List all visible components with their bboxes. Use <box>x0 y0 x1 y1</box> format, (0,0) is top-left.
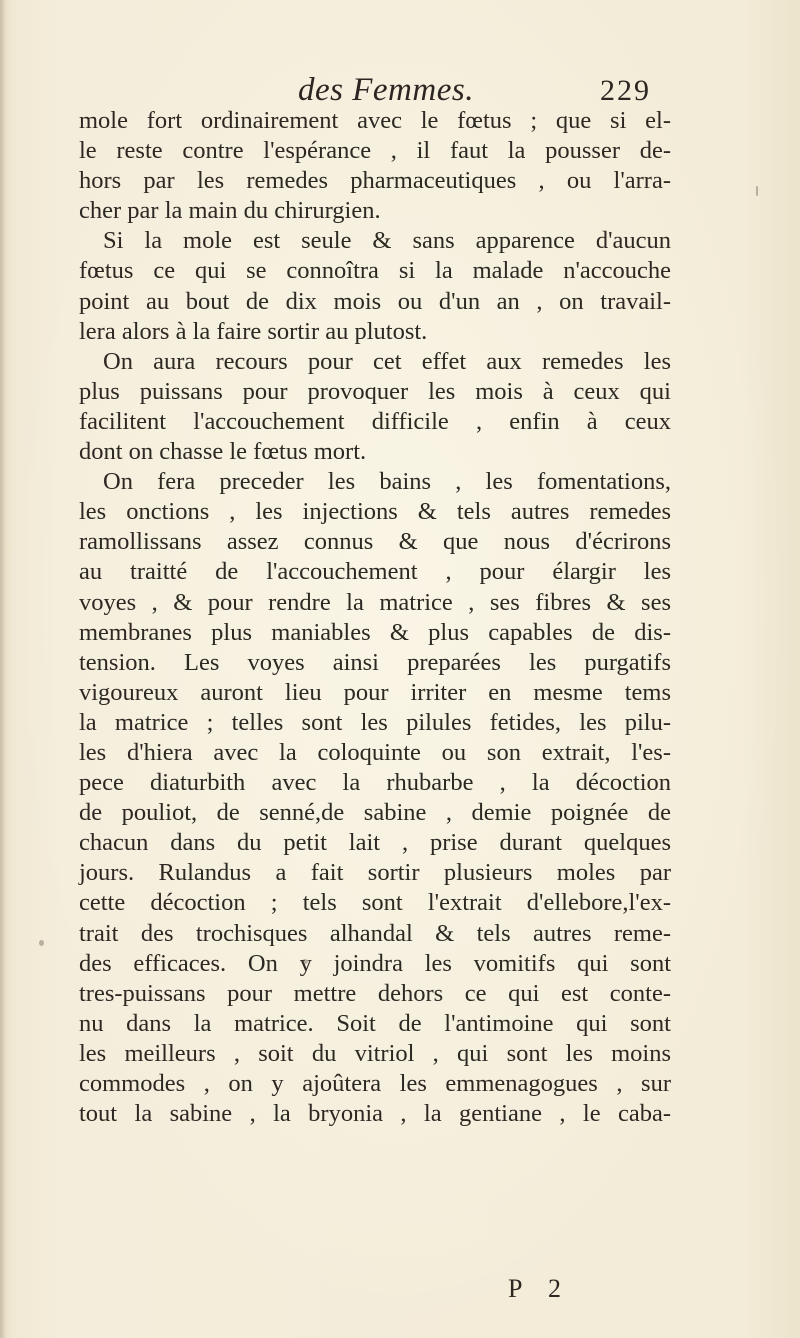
text-line: les onctions , les injections & tels autres remedes <box>79 498 671 526</box>
text-line: mole fort ordinairement avec le fœtus ; que si el- <box>79 107 671 134</box>
text-line: des efficaces. On y joindra les vomitifs qui sont <box>79 949 671 977</box>
body-text <box>79 106 671 1129</box>
text-line: pece diaturbith avec la rhubarbe , la décoction <box>79 769 671 797</box>
text-line: trait des trochisques alhandal & tels autres reme- <box>79 919 671 947</box>
page-number: 229 <box>600 74 651 107</box>
text-line: Si la mole est seule & sans apparence d'aucun <box>103 227 671 255</box>
text-line: point au bout de dix mois ou d'un an , on travail- <box>79 287 671 315</box>
text-line: On fera preceder les bains , les fomentations, <box>103 468 671 496</box>
text-line: On aura recours pour cet effet aux remedes les <box>103 347 671 375</box>
text-line: au traitté de l'accouchement , pour élargir les <box>79 558 671 586</box>
page-gutter-shadow <box>0 0 6 1338</box>
ink-speck <box>756 186 758 196</box>
text-line: la matrice ; telles sont les pilules fetides, les pilu- <box>79 708 671 736</box>
text-line: lera alors à la faire sortir au plutost. <box>79 317 428 345</box>
text-line: tres-puissans pour mettre dehors ce qui est conte- <box>79 979 671 1007</box>
text-line: nu dans la matrice. Soit de l'antimoine qui sont <box>79 1009 671 1037</box>
text-line: membranes plus maniables & plus capables de dis- <box>79 618 671 646</box>
text-line: tension. Les voyes ainsi preparées les purgatifs <box>79 648 671 676</box>
text-line: cher par la main du chirurgien. <box>79 197 381 225</box>
text-line: de pouliot, de senné,de sabine , demie poignée de <box>79 799 671 827</box>
text-line: cette décoction ; tels sont l'extrait d'ellebore,l'ex- <box>79 889 671 917</box>
text-line: chacun dans du petit lait , prise durant quelques <box>79 829 671 857</box>
ink-speck <box>39 940 44 946</box>
text-line: dont on chasse le fœtus mort. <box>79 438 367 466</box>
signature-mark: P 2 <box>508 1274 571 1303</box>
text-line: fœtus ce qui se connoîtra si la malade n'accouche <box>79 257 671 285</box>
text-line: ramollissans assez connus & que nous d'écrirons <box>79 528 671 556</box>
running-title: des Femmes. <box>298 72 474 108</box>
text-line: commodes , on y ajoûtera les emmenagogues , sur <box>79 1070 671 1097</box>
ink-speck <box>302 959 308 964</box>
text-line: tout la sabine , la bryonia , la gentiane , le caba- <box>79 1100 671 1128</box>
text-line: plus puissans pour provoquer les mois à ceux qui <box>79 377 671 405</box>
text-line: le reste contre l'espérance , il faut la pousser de- <box>79 137 671 165</box>
text-line: voyes , & pour rendre la matrice , ses fibres & ses <box>79 588 671 616</box>
text-line: jours. Rulandus a fait sortir plusieurs moles par <box>79 859 671 887</box>
text-line: facilitent l'accouchement difficile , enfin à ceux <box>79 407 671 435</box>
text-line: hors par les remedes pharmaceutiques , ou l'arra- <box>79 167 671 195</box>
text-line: vigoureux auront lieu pour irriter en mesme tems <box>79 678 671 706</box>
text-line: les d'hiera avec la coloquinte ou son extrait, l'es- <box>79 738 671 766</box>
text-line: les meilleurs , soit du vitriol , qui sont les moins <box>79 1039 671 1067</box>
